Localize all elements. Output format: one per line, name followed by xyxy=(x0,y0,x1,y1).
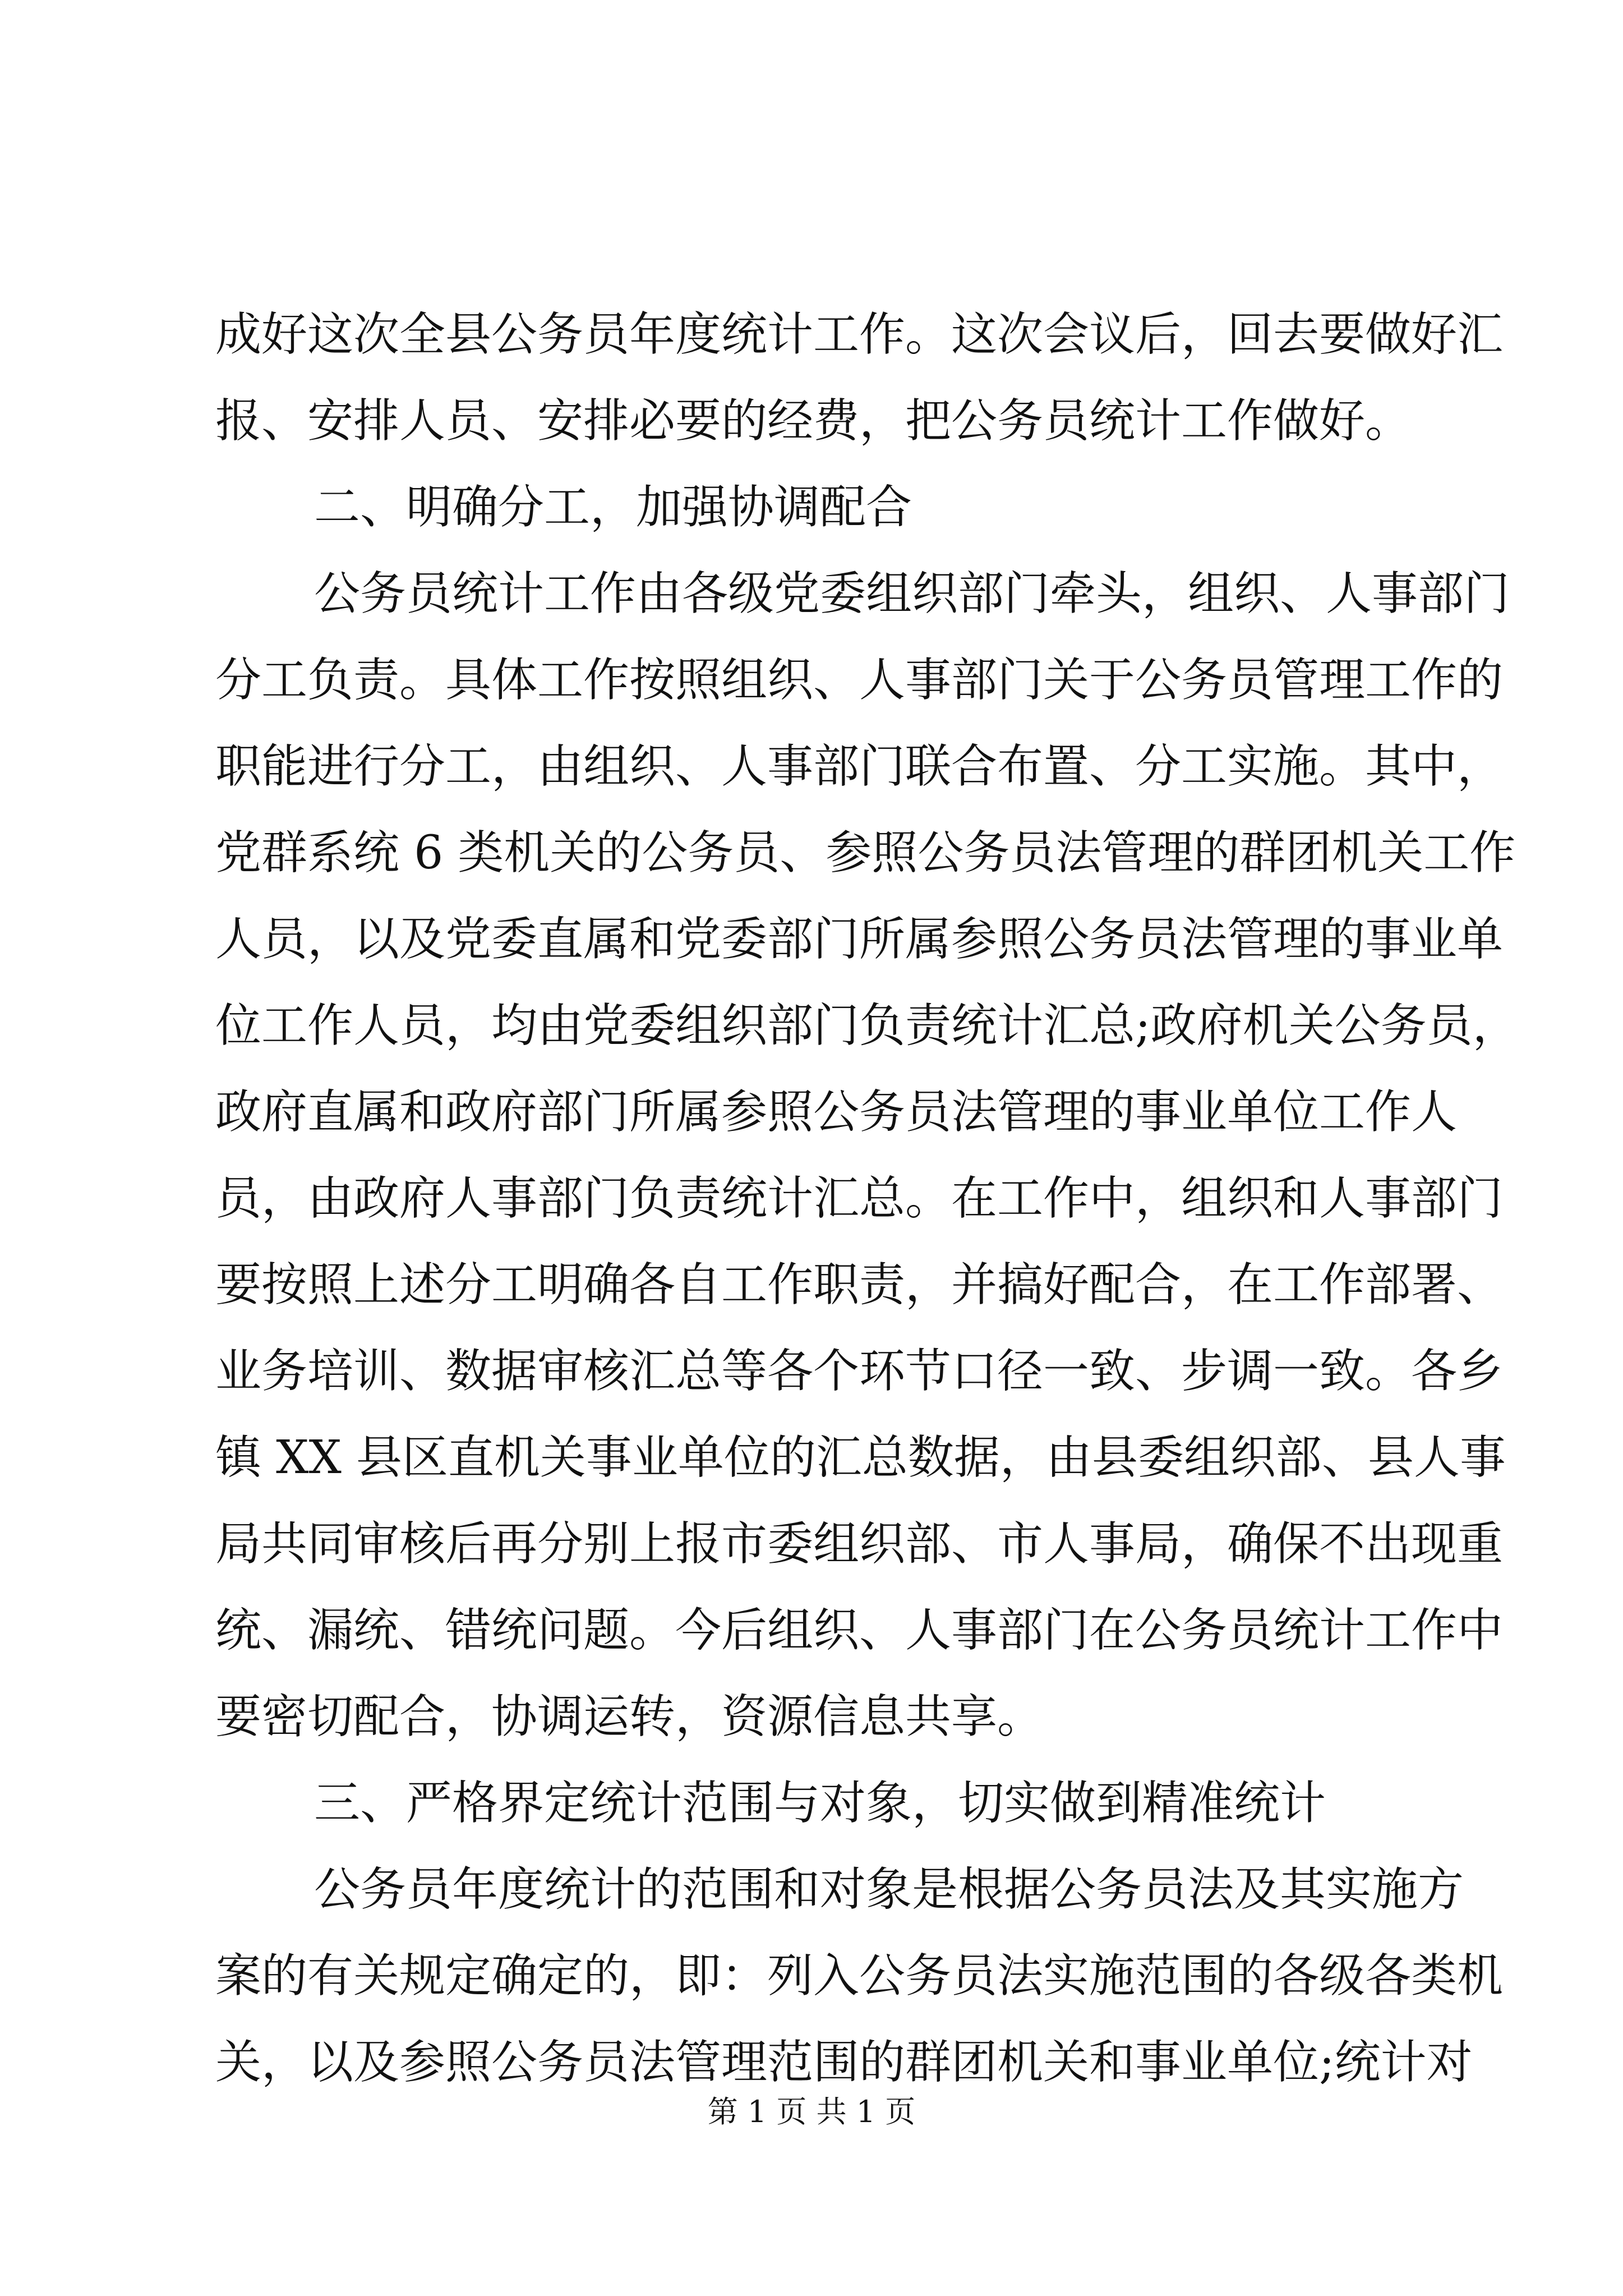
text-line: 党群系统 6 类机关的公务员、参照公务员法管理的群团机关工作 xyxy=(215,826,1516,880)
text-line: 镇 XX 县区直机关事业单位的汇总数据，由县委组织部、县人事 xyxy=(215,1431,1506,1484)
text-line: 三、严格界定统计范围与对象，切实做到精准统计 xyxy=(314,1777,1326,1830)
text-line: 报、安排人员、安排必要的经费，把公务员统计工作做好。 xyxy=(215,394,1412,448)
text-line: 位工作人员，均由党委组织部门负责统计汇总;政府机关公务员， xyxy=(215,999,1519,1052)
text-line: 要密切配合，协调运转，资源信息共享。 xyxy=(215,1690,1044,1743)
text-line: 业务培训、数据审核汇总等各个环节口径一致、步调一致。各乡 xyxy=(215,1345,1504,1398)
text-line: 职能进行分工，由组织、人事部门联合布置、分工实施。其中， xyxy=(215,740,1504,793)
text-line: 公务员统计工作由各级党委组织部门牵头，组织、人事部门 xyxy=(314,567,1510,620)
text-line: 政府直属和政府部门所属参照公务员法管理的事业单位工作人 xyxy=(215,1085,1458,1139)
text-line: 员，由政府人事部门负责统计汇总。在工作中，组织和人事部门 xyxy=(215,1172,1504,1225)
text-line: 二、明确分工，加强协调配合 xyxy=(314,481,912,534)
page-footer: 第 1 页 共 1 页 xyxy=(707,2094,916,2129)
text-line: 公务员年度统计的范围和对象是根据公务员法及其实施方 xyxy=(314,1863,1464,1916)
text-line: 要按照上述分工明确各自工作职责，并搞好配合，在工作部署、 xyxy=(215,1258,1504,1312)
document-body xyxy=(215,292,1519,2106)
text-line: 局共同审核后再分别上报市委组织部、市人事局，确保不出现重 xyxy=(215,1517,1504,1571)
text-line: 统、漏统、错统问题。今后组织、人事部门在公务员统计工作中 xyxy=(215,1604,1504,1657)
text-line: 成好这次全县公务员年度统计工作。这次会议后，回去要做好汇 xyxy=(215,308,1504,361)
text-line: 案的有关规定确定的，即：列入公务员法实施范围的各级各类机 xyxy=(215,1949,1504,2003)
text-line: 人员，以及党委直属和党委部门所属参照公务员法管理的事业单 xyxy=(215,913,1504,966)
text-line: 关，以及参照公务员法管理范围的群团机关和事业单位;统计对 xyxy=(215,2036,1473,2089)
text-line: 分工负责。具体工作按照组织、人事部门关于公务员管理工作的 xyxy=(215,654,1504,707)
